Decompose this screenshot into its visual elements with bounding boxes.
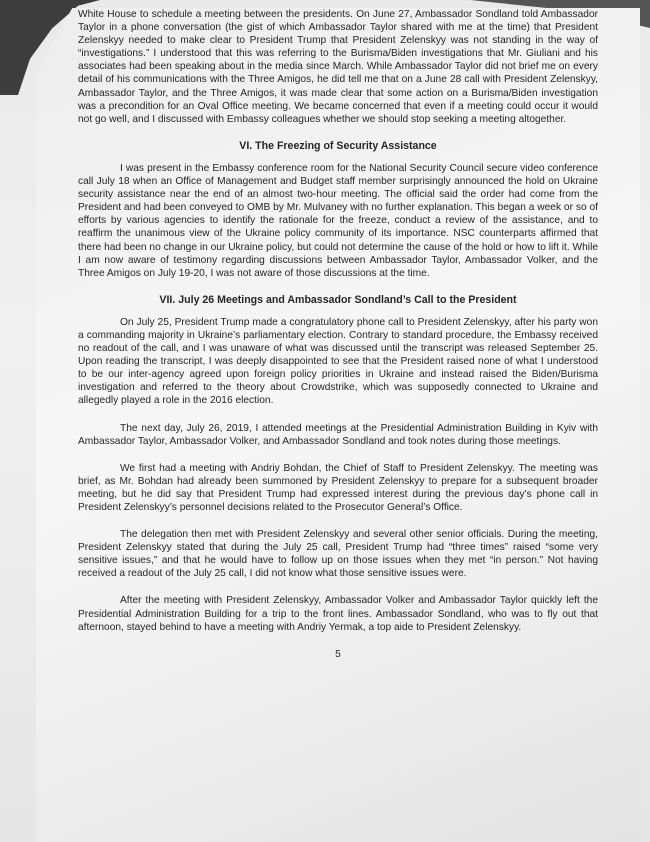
section-vi-paragraph: I was present in the Embassy conference room for the National Security Council secure video conference call July 18 when an Office of Management and Budget staff member surprisingly announced the hold on Ukraine security assistance near the end of an almost two-hour meeting. The official said the order had come from the President and had been conveyed to OMB by Mr. Mulvaney with no further explanation. This began a week or so of efforts by various agencies to identify the rationale for the freeze, conduct a review of the assistance, and to reaffirm the unanimous view of the Ukraine policy community of its importance. NSC counterparts affirmed that there had been no change in our Ukraine policy, but could not determine the cause of the hold or how to lift it. While I am now aware of testimony regarding discussions between Ambassador Taylor, Ambassador Volker, and the Three Amigos on July 19-20, I was not aware of those discussions at the time.: [78, 162, 598, 279]
top-paragraph: White House to schedule a meeting between the presidents. On June 27, Ambassador Sondland told Ambassador Taylor in a phone conversation (the gist of which Ambassador Taylor shared with me at the time) that President Zelenskyy needed to make clear to President Trump that President Zelenskyy was not standing in the way of “investigations.” I understood that this was referring to the Burisma/Biden investigations that Mr. Giuliani and his associates had been speaking about in the media since March. While Ambassador Taylor did not brief me on every detail of his communications with the Three Amigos, he did tell me that on a June 28 call with President Zelenskyy, Ambassador Taylor, and the Three Amigos, it was made clear that some action on a Burisma/Biden investigation was a precondition for an Oval Office meeting. We became concerned that even if a meeting could occur it would not go well, and I discussed with Embassy colleagues whether we should stop seeking a meeting altogether.: [78, 9, 598, 125]
section-vii-paragraph-1: On July 25, President Trump made a congratulatory phone call to President Zelenskyy, after his party won a commanding majority in Ukraine’s parliamentary election. Contrary to standard procedure, the Embassy received no readout of the call, and I was unaware of what was discussed until the transcript was released September 25. Upon reading the transcript, I was deeply disappointed to see that the President raised none of what I understood to be our inter-agency agreed upon foreign policy priorities in Ukraine and instead raised the Biden/Burisma investigation and referred to the theory about Crowdstrike, which was supposedly connected to Ukraine and allegedly played a role in the 2016 election.: [78, 316, 598, 407]
section-vii-paragraph-4: The delegation then met with President Zelenskyy and several other senior officials. During the meeting, President Zelenskyy stated that during the July 25 call, President Trump had “three times” raised “some very sensitive issues,” and that he would have to follow up on those issues when they met “in person.” Not having received a readout of the July 25 call, I did not know what those sensitive issues were.: [78, 529, 598, 580]
section-vii-heading: VII. July 26 Meetings and Ambassador Sondland’s Call to the President: [159, 293, 517, 306]
section-vi-heading: VI. The Freezing of Security Assistance: [239, 139, 437, 152]
section-vii-paragraph-3: We first had a meeting with Andriy Bohdan, the Chief of Staff to President Zelenskyy. The meeting was brief, as Mr. Bohdan had already been summoned by President Zelenskyy to prepare for a subsequent broader meeting, but he did say that President Trump had expressed interest during the previous day’s phone call in President Zelenskyy’s personnel decisions related to the Prosecutor General’s Office.: [78, 462, 598, 513]
section-vii-paragraph-2: The next day, July 26, 2019, I attended meetings at the Presidential Administration Building in Kyiv with Ambassador Taylor, Ambassador Volker, and Ambassador Sondland and took notes during those meetings.: [78, 422, 598, 447]
document-body: [78, 8, 598, 661]
page-number: 5: [335, 648, 341, 660]
section-vii-paragraph-5: After the meeting with President Zelenskyy, Ambassador Volker and Ambassador Taylor quickly left the Presidential Administration Building for a trip to the front lines. Ambassador Sondland, who was to fly out that afternoon, stayed behind to have a meeting with Andriy Yermak, a top aide to President Zelenskyy.: [78, 595, 598, 633]
